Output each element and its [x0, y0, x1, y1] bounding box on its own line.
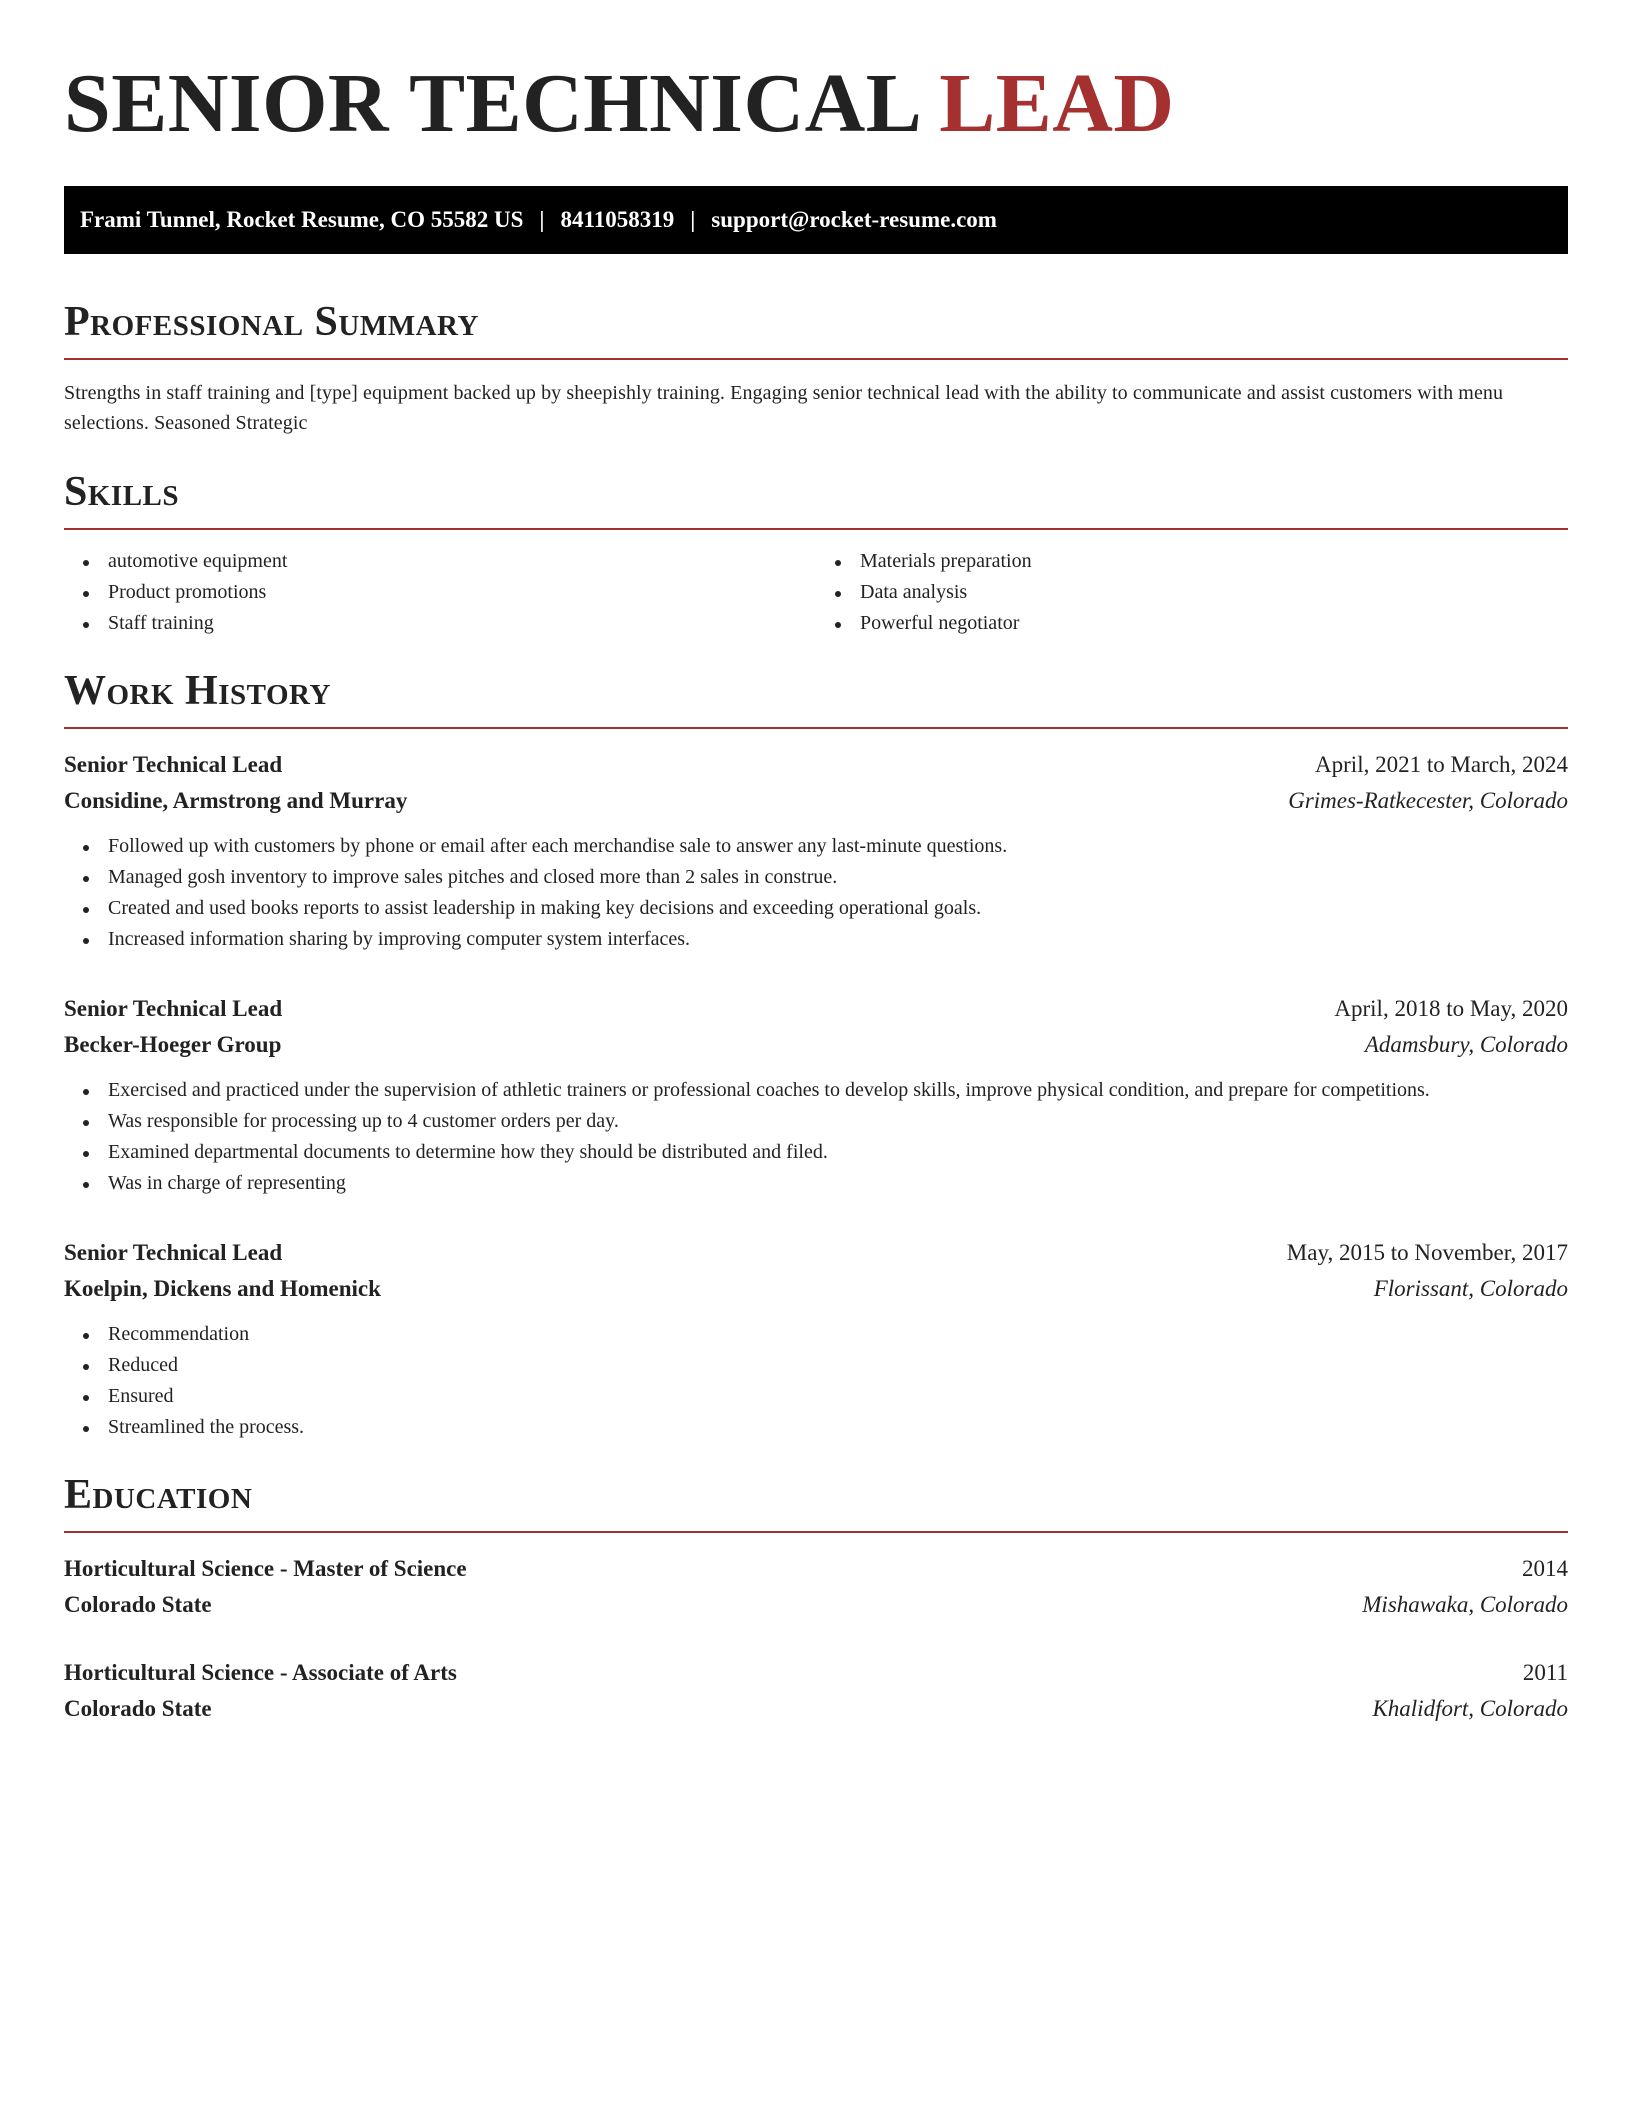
resume-name [64, 56, 1568, 152]
contact-bar [64, 186, 1568, 254]
job-header-row [64, 991, 1568, 1027]
education-section [64, 1471, 1568, 1727]
job-location: Grimes-Ratkecester, Colorado [1288, 788, 1568, 813]
education-entry [64, 1655, 1568, 1727]
job-company: Koelpin, Dickens and Homenick [64, 1276, 381, 1301]
work-history-heading: Work History [64, 668, 331, 714]
education-year: 2014 [1522, 1556, 1568, 1581]
education-entry [64, 1551, 1568, 1623]
job-bullet: Reduced [108, 1350, 1568, 1381]
job-location: Adamsbury, Colorado [1364, 1032, 1568, 1057]
job-title: Senior Technical Lead [64, 996, 283, 1021]
job-company: Considine, Armstrong and Murray [64, 788, 408, 813]
job-bullet: Streamlined the process. [108, 1412, 1568, 1443]
job-company-row [64, 1027, 1568, 1063]
education-header-row [64, 1551, 1568, 1587]
job-bullet: Examined departmental documents to determine how they should be distributed and filed. [108, 1137, 1568, 1168]
job-bullet: Created and used books reports to assist leadership in making key decisions and exceeding operational goals. [108, 893, 1568, 924]
education-school-row [64, 1691, 1568, 1727]
skill-item: Materials preparation [860, 546, 1568, 577]
job-bullet: Exercised and practiced under the supervision of athletic trainers or professional coaches to develop skills, improve physical condition, and prepare for competitions. [108, 1075, 1568, 1106]
skill-item: automotive equipment [108, 546, 816, 577]
job-dates: May, 2015 to November, 2017 [1286, 1240, 1568, 1265]
section-divider [64, 1531, 1568, 1533]
job-title: Senior Technical Lead [64, 1240, 283, 1265]
work-history-section [64, 667, 1568, 1443]
job-location: Florissant, Colorado [1373, 1276, 1568, 1301]
job-header-row [64, 747, 1568, 783]
skills-column-right [816, 546, 1568, 639]
job-entry [64, 747, 1568, 955]
job-company-row [64, 1271, 1568, 1307]
job-bullets [64, 1075, 1568, 1199]
section-divider [64, 358, 1568, 360]
job-dates: April, 2021 to March, 2024 [1315, 752, 1568, 777]
name-main: SENIOR TECHNICAL [64, 57, 918, 150]
skills-grid [64, 546, 1568, 639]
skill-item: Powerful negotiator [860, 608, 1568, 639]
summary-section [64, 298, 1568, 438]
education-school-row [64, 1587, 1568, 1623]
education-year: 2011 [1522, 1660, 1568, 1685]
education-header-row [64, 1655, 1568, 1691]
job-entry [64, 991, 1568, 1199]
job-bullet: Recommendation [108, 1319, 1568, 1350]
job-entry [64, 1235, 1568, 1443]
job-bullets [64, 1319, 1568, 1443]
job-bullet: Managed gosh inventory to improve sales pitches and closed more than 2 sales in construe. [108, 862, 1568, 893]
job-bullet: Increased information sharing by improving computer system interfaces. [108, 924, 1568, 955]
education-location: Khalidfort, Colorado [1372, 1696, 1568, 1721]
job-company: Becker-Hoeger Group [64, 1032, 282, 1057]
section-divider [64, 727, 1568, 729]
job-bullet: Was responsible for processing up to 4 customer orders per day. [108, 1106, 1568, 1137]
education-degree: Horticultural Science - Master of Science [64, 1556, 467, 1581]
skill-item: Staff training [108, 608, 816, 639]
education-degree: Horticultural Science - Associate of Arts [64, 1660, 457, 1685]
job-bullets [64, 831, 1568, 955]
skill-item: Data analysis [860, 577, 1568, 608]
summary-heading: Professional Summary [64, 299, 479, 345]
skills-column-left [64, 546, 816, 639]
contact-phone[interactable]: 8411058319 [560, 207, 675, 232]
skill-item: Product promotions [108, 577, 816, 608]
job-bullet: Followed up with customers by phone or email after each merchandise sale to answer any last-minute questions. [108, 831, 1568, 862]
section-divider [64, 528, 1568, 530]
contact-separator: | [539, 207, 545, 232]
contact-email[interactable]: support@rocket-resume.com [711, 207, 997, 232]
education-school: Colorado State [64, 1592, 212, 1617]
job-bullet: Ensured [108, 1381, 1568, 1412]
job-title: Senior Technical Lead [64, 752, 283, 777]
contact-separator: | [690, 207, 696, 232]
education-school: Colorado State [64, 1696, 212, 1721]
summary-text: Strengths in staff training and [type] equipment backed up by sheepishly training. Engaging senior technical lead with the ability to communicate and assist customers with menu selections. Seasoned Strategic [64, 382, 1504, 434]
job-bullet: Was in charge of representing [108, 1168, 1568, 1199]
education-heading: Education [64, 1472, 253, 1518]
education-location: Mishawaka, Colorado [1362, 1592, 1568, 1617]
job-dates: April, 2018 to May, 2020 [1334, 996, 1568, 1021]
name-accent: LEAD [939, 57, 1175, 150]
job-header-row [64, 1235, 1568, 1271]
skills-section [64, 468, 1568, 639]
job-company-row [64, 783, 1568, 819]
skills-heading: Skills [64, 469, 180, 515]
contact-address: Frami Tunnel, Rocket Resume, CO 55582 US [80, 207, 524, 232]
